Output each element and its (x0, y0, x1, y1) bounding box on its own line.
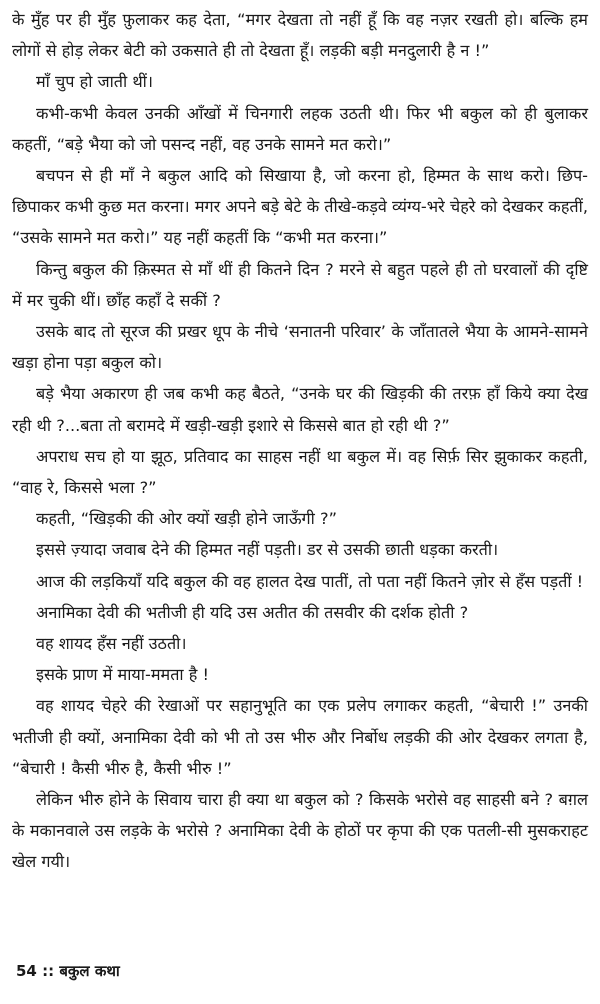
paragraph: कभी-कभी केवल उनकी आँखों में चिनगारी लहक उठती थी। फिर भी बकुल को ही बुलाकर कहतीं, “बड़े भैया को जो पसन्द नहीं, वह उनके सामने मत करो।” (12, 103, 588, 154)
paragraph: वह शायद हँस नहीं उठती। (36, 634, 187, 654)
footer-separator: :: (42, 962, 55, 980)
paragraph: बचपन से ही माँ ने बकुल आदि को सिखाया है, जो करना हो, हिम्मत के साथ करो। छिप-छिपाकर कभी कुछ मत करना। मगर अपने बड़े बेटे के तीखे-कड़वे व्यंग्य-भरे चेहरे को देखकर कहतीं, “उसके सामने मत करो।” यह नहीं कहतीं कि “कभी मत करना।” (12, 166, 588, 248)
paragraph: इसके प्राण में माया-ममता है ! (36, 665, 209, 685)
paragraph: अनामिका देवी की भतीजी ही यदि उस अतीत की तसवीर की दर्शक होती ? (36, 602, 469, 622)
page-footer (16, 961, 120, 981)
paragraph: किन्तु बकुल की क़िस्मत से माँ थीं ही कितने दिन ? मरने से बहुत पहले ही तो घरवालों की दृष्टि में मर चुकी थीं। छाँह कहाँ दे सकीं ? (12, 259, 588, 310)
paragraph: वह शायद चेहरे की रेखाओं पर सहानुभूति का एक प्रलेप लगाकर कहती, “बेचारी !” उनकी भतीजी ही क्यों, अनामिका देवी को भी तो उस भीरु और निर्बोध लड़की की ओर देखकर लगता है, “बेचारी ! कैसी भीरु है, कैसी भीरु !” (12, 696, 588, 778)
paragraph: उसके बाद तो सूरज की प्रखर धूप के नीचे ‘सनातनी परिवार’ के जाँतातले भैया के आमने-सामने खड़ा होना पड़ा बकुल को। (12, 322, 588, 373)
paragraph: बड़े भैया अकारण ही जब कभी कह बैठते, “उनके घर की खिड़की की तरफ़ हाँ किये क्या देख रही थी ?...बता तो बरामदे में खड़ी-खड़ी इशारे से किससे बात हो रही थी ?” (12, 384, 588, 435)
body-text (12, 4, 588, 878)
paragraph: माँ चुप हो जाती थीं। (36, 72, 154, 92)
paragraph: अपराध सच हो या झूठ, प्रतिवाद का साहस नहीं था बकुल में। वह सिर्फ़ सिर झुकाकर कहती, “वाह रे, किससे भला ?” (12, 446, 588, 498)
paragraph-continuation: के मुँह पर ही मुँह फ़ुलाकर कह देता, “मगर देखता तो नहीं हूँ कि वह नज़र रखती हो। बल्कि हम लोगों से होड़ लेकर बेटी को उकसाते ही तो देखता हूँ। लड़की बड़ी मनदुलारी है न !” (12, 10, 588, 61)
paragraph: इससे ज़्यादा जवाब देने की हिम्मत नहीं पड़ती। डर से उसकी छाती धड़का करती। (36, 540, 499, 560)
paragraph: आज की लड़कियाँ यदि बकुल की वह हालत देख पातीं, तो पता नहीं कितने ज़ोर से हँस पड़तीं ! (36, 571, 584, 591)
paragraph: लेकिन भीरु होने के सिवाय चारा ही क्या था बकुल को ? किसके भरोसे वह साहसी बने ? बग़ल के मकानवाले उस लड़के के भरोसे ? अनामिका देवी के होठों पर कृपा की एक पतली-सी मुसकराहट खेल गयी। (12, 790, 588, 872)
page-number: 54 (16, 962, 37, 980)
paragraph: कहती, “खिड़की की ओर क्यों खड़ी होने जाऊँगी ?” (36, 509, 337, 529)
book-title: बकुल कथा (59, 962, 120, 980)
